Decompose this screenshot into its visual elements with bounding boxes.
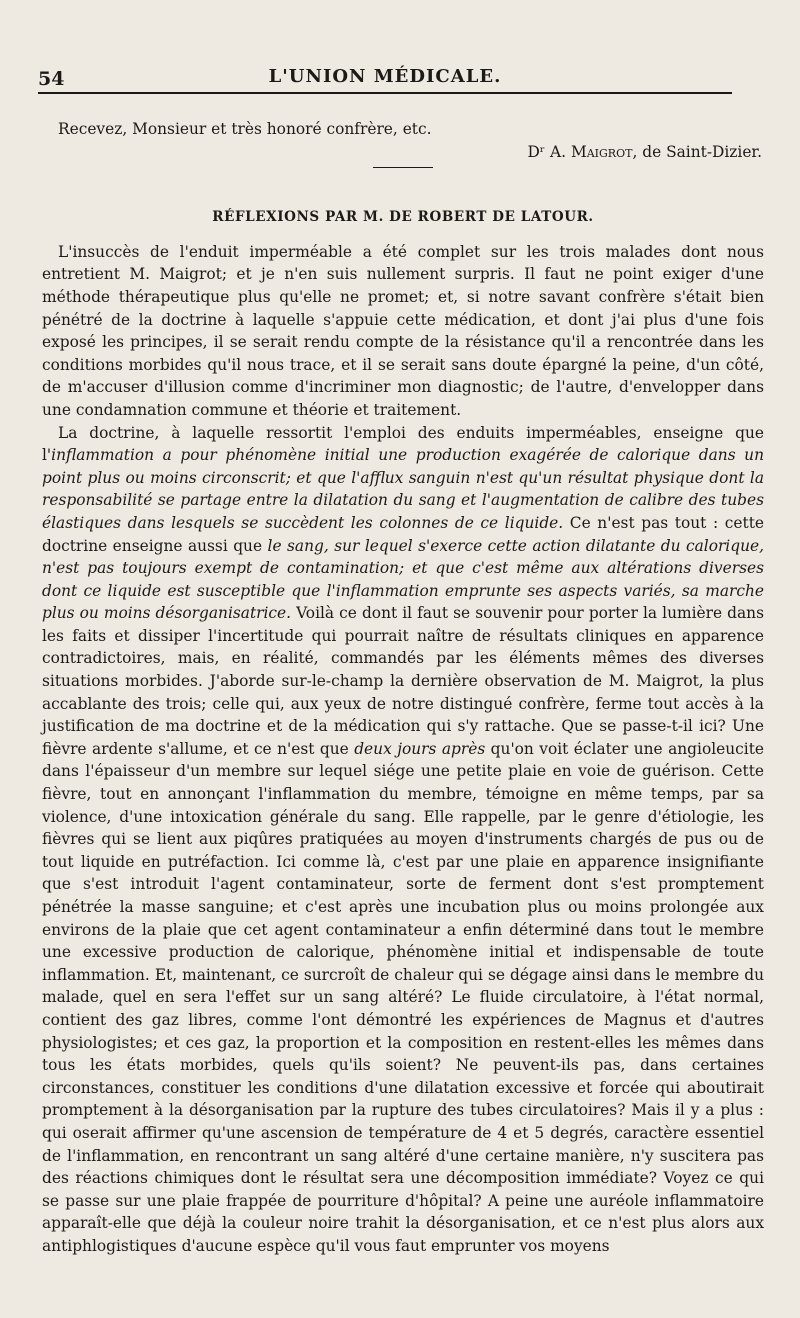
- section-title: RÉFLEXIONS PAR M. DE ROBERT DE LATOUR.: [212, 209, 594, 226]
- article-body: [42, 118, 764, 1258]
- paragraph-2-text-e: Voilà ce dont il faut se souvenir pour porter la lumière dans les faits et dissiper l'incertitude qui pourrait naître de résultats cliniques en apparence contradictoires, mais, en réalité, commandés par les éléments mêmes des diverses situations morbides. J'aborde sur-le-champ la dernière observation de M. Maigrot, la plus accablante des trois; celle qui, aux yeux de notre distingué confrère, ferme tout accès à la justification de ma doctrine et de la médication qui s'y rattache. Que se passe-t-il ici? Une fièvre ardente s'allume, et ce n'est que: [42, 604, 764, 758]
- paragraph-2-text-g: qu'on voit éclater une angioleucite dans l'épaisseur d'un membre sur lequel siége une petite plaie en voie de guérison. Cette fièvre, tout en annonçant l'inflammation du membre, témoigne en même temps, par sa violence, d'une intoxication générale du sang. Elle rappelle, par le genre d'étiologie, les fièvres qui se lient aux piqûres pratiquées au moyen d'instruments chargés de pus ou de tout liquide en putréfaction. Ici comme là, c'est par une plaie en apparence insignifiante que s'est introduit l'agent contaminateur, sorte de ferment dont s'est promptement pénétrée la masse sanguine; et c'est après une incubation plus ou moins prolongée aux environs de la plaie que cet agent contaminateur a enfin déterminé dans tout le membre une excessive production de calorique, phénomène initial et indispensable de toute inflammation. Et, maintenant, ce surcroît de chaleur qui se dégage ainsi dans le membre du malade, quel en sera l'effet sur un sang altéré? Le fluide circulatoire, à l'état normal, contient des gaz libres, comme l'ont démontré les expériences de Magnus et d'autres physiologistes; et ces gaz, la proportion et la composition en restent-elles les mêmes dans tous les états morbides, quels qu'ils soient? Ne peuvent-ils pas, dans certaines circonstances, constituer les conditions d'une dilatation excessive et forcée qui aboutirait promptement à la désorganisation par la rupture des tubes circulatoires? Mais il y a plus : qui oserait affirmer qu'une ascension de température de 4 et 5 degrés, caractère essentiel de l'inflammation, en rencontrant un sang altéré d'une certaine manière, n'y suscitera pas des réactions chimiques dont le résultat sera une décomposition immédiate? Voyez ce qui se passe sur une plaie frappée de pourriture d'hôpital? A peine une auréole inflammatoire apparaît-elle que déjà la couleur noire trahit la désorganisation, et ce n'est plus alors aux antiphlogistiques d'aucune espèce qu'il vous faut emprunter vos moyens: [42, 739, 764, 1255]
- paragraph-2-italic-f: deux jours après: [354, 739, 486, 758]
- header-rule: [38, 92, 732, 94]
- journal-title: L'UNION MÉDICALE.: [268, 66, 502, 87]
- letter-signature: [42, 141, 764, 164]
- signature-place: , de Saint-Dizier.: [632, 142, 762, 161]
- letter-closing-text: Recevez, Monsieur et très honoré confrère, etc.: [58, 120, 432, 138]
- paragraph-1: L'insuccès de l'enduit imperméable a été complet sur les trois malades dont nous entretient M. Maigrot; et je n'en suis nullement surpris. Il faut ne point exiger d'une méthode thérapeutique plus qu'elle ne promet; et, si notre savant confrère s'était bien pénétré de la doctrine à laquelle s'appuie cette médication, et dont j'ai plus d'une fois exposé les principes, il se serait rendu compte de la résistance qu'il a rencontrée dans les conditions morbides qu'il nous trace, et il se serait sans doute épargné la peine, d'un côté, de m'accuser d'illusion comme d'incriminer mon diagnostic; de l'autre, d'envelopper dans une condamnation commune et théorie et traitement.: [42, 242, 764, 419]
- signature-title: Dʳ A.: [527, 142, 567, 161]
- signature-name: Maigrot: [570, 142, 633, 161]
- paragraph-2: [42, 422, 764, 1258]
- paragraph-2-italic-d: le sang, sur lequel s'exerce cette action dilatante du calorique, n'est pas toujours exempt de contamination; et que c'est même aux altérations diverses dont ce liquide est susceptible que l'inflammation emprunte ses aspects variés, sa marche plus ou moins désorganisatrice.: [42, 536, 764, 623]
- paragraph-2-text-c: Ce n'est pas tout : cette doctrine enseigne aussi que: [42, 513, 764, 555]
- running-head: [38, 62, 732, 94]
- page-number: 54: [38, 68, 65, 90]
- signature-divider: [373, 167, 433, 168]
- paragraph-2-text-a: La doctrine, à laquelle ressortit l'emploi des enduits imperméables, enseigne que l': [42, 423, 764, 465]
- letter-closing: [42, 118, 764, 141]
- paragraph-2-italic-b: inflammation a pour phénomène initial une production exagérée de calorique dans un point plus ou moins circonscrit; et que l'afflux sanguin n'est qu'un résultat physique dont la responsabilité se partage entre la dilatation du sang et l'augmentation de calibre des tubes élastiques dans lesquels se succèdent les colonnes de ce liquide.: [42, 446, 764, 532]
